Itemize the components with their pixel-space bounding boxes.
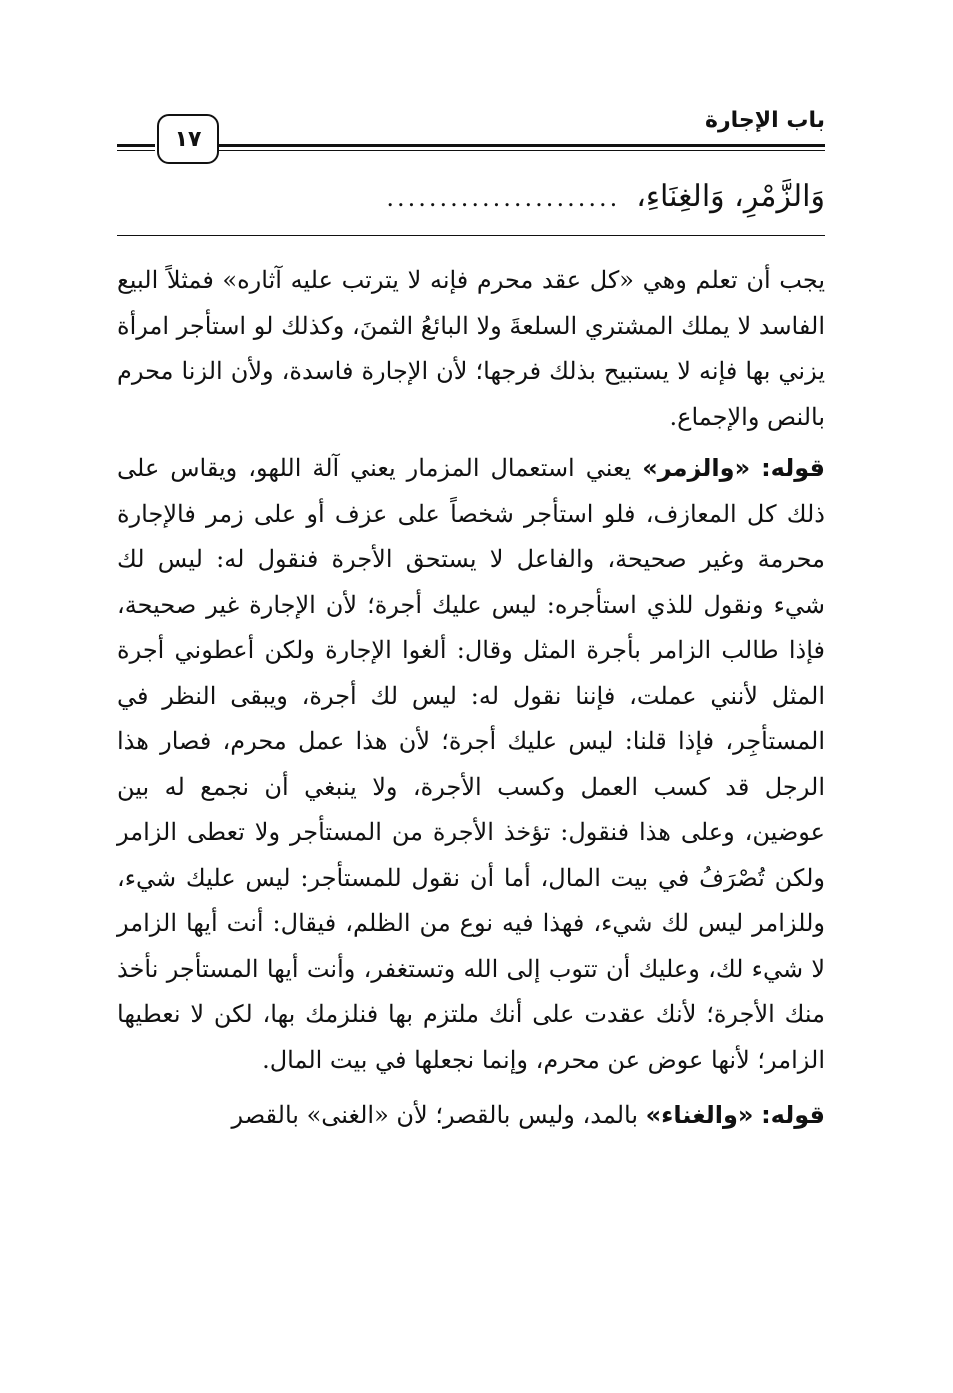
lemma-zamr: «والزمر» xyxy=(642,454,751,482)
paragraph-1: يجب أن تعلم وهي «كل عقد محرم فإنه لا يترتب عليه آثاره» فمثلاً البيع الفاسد لا يملك المشتري السلعةَ ولا البائعُ الثمنَ، وكذلك لو استأجر امرأة يزني بها فإنه لا يستبيح بذلك فرجها؛ لأن الإجارة فاسدة، ولأن الزنا محرم بالنص والإجماع. xyxy=(117,266,825,431)
qawluhu-label: قوله: xyxy=(761,454,825,482)
page-header xyxy=(117,104,825,164)
matn-ellipsis: ...................... xyxy=(386,184,621,212)
matn-text: وَالزَّمْرِ، وَالغِنَاءِ، xyxy=(636,179,825,214)
commentary-body xyxy=(117,258,825,1139)
page-number-text: ١٧ xyxy=(174,126,202,152)
header-rule xyxy=(217,144,825,151)
lemma-ghina: «والغناء» xyxy=(645,1101,754,1129)
page-number xyxy=(157,114,219,164)
matn-divider xyxy=(117,235,825,236)
paragraph-3-text: بالمد، وليس بالقصر؛ لأن «الغنى» بالقصر xyxy=(231,1101,646,1129)
chapter-title: باب الإجارة xyxy=(705,108,825,133)
header-rule-left xyxy=(117,144,155,151)
paragraph-3 xyxy=(117,1093,825,1139)
matn-line xyxy=(117,172,825,223)
qawluhu-label: قوله: xyxy=(761,1101,825,1129)
paragraph-2 xyxy=(117,446,825,1083)
paragraph-2-text: يعني استعمال المزمار يعني آلة اللهو، ويقاس على ذلك كل المعازف، فلو استأجر شخصاً على عزف أو على زمر فالإجارة محرمة وغير صحيحة، والفاعل لا يستحق الأجرة فنقول له: ليس لك شيء ونقول للذي استأجره: ليس عليك أجرة؛ لأن الإجارة غير صحيحة، فإذا طالب الزامر بأجرة المثل وقال: ألغوا الإجارة ولكن أعطوني أجرة المثل لأنني عملت، فإننا نقول له: ليس لك أجرة، ويبقى النظر في المستأجِر، فإذا قلنا: ليس عليك أجرة؛ لأن هذا عمل محرم، فصار هذا الرجل قد كسب العمل وكسب الأجرة، ولا ينبغي أن نجمع له بين عوضين، وعلى هذا فنقول: تؤخذ الأجرة من المستأجر ولا تعطى الزامر ولكن تُصْرَفُ في بيت المال، أما أن نقول للمستأجر: ليس عليك شيء، وللزامر ليس لك شيء، فهذا فيه نوع من الظلم، فيقال: أنت أيها الزامر لا شيء لك، وعليك أن تتوب إلى الله وتستغفر، وأنت أيها المستأجر نأخذ منك الأجرة؛ لأنك عقدت على أنك ملتزم بها فنلزمك بها، لكن لا نعطيها الزامر؛ لأنها عوض عن محرم، وإنما نجعلها في بيت المال. xyxy=(117,454,825,1074)
